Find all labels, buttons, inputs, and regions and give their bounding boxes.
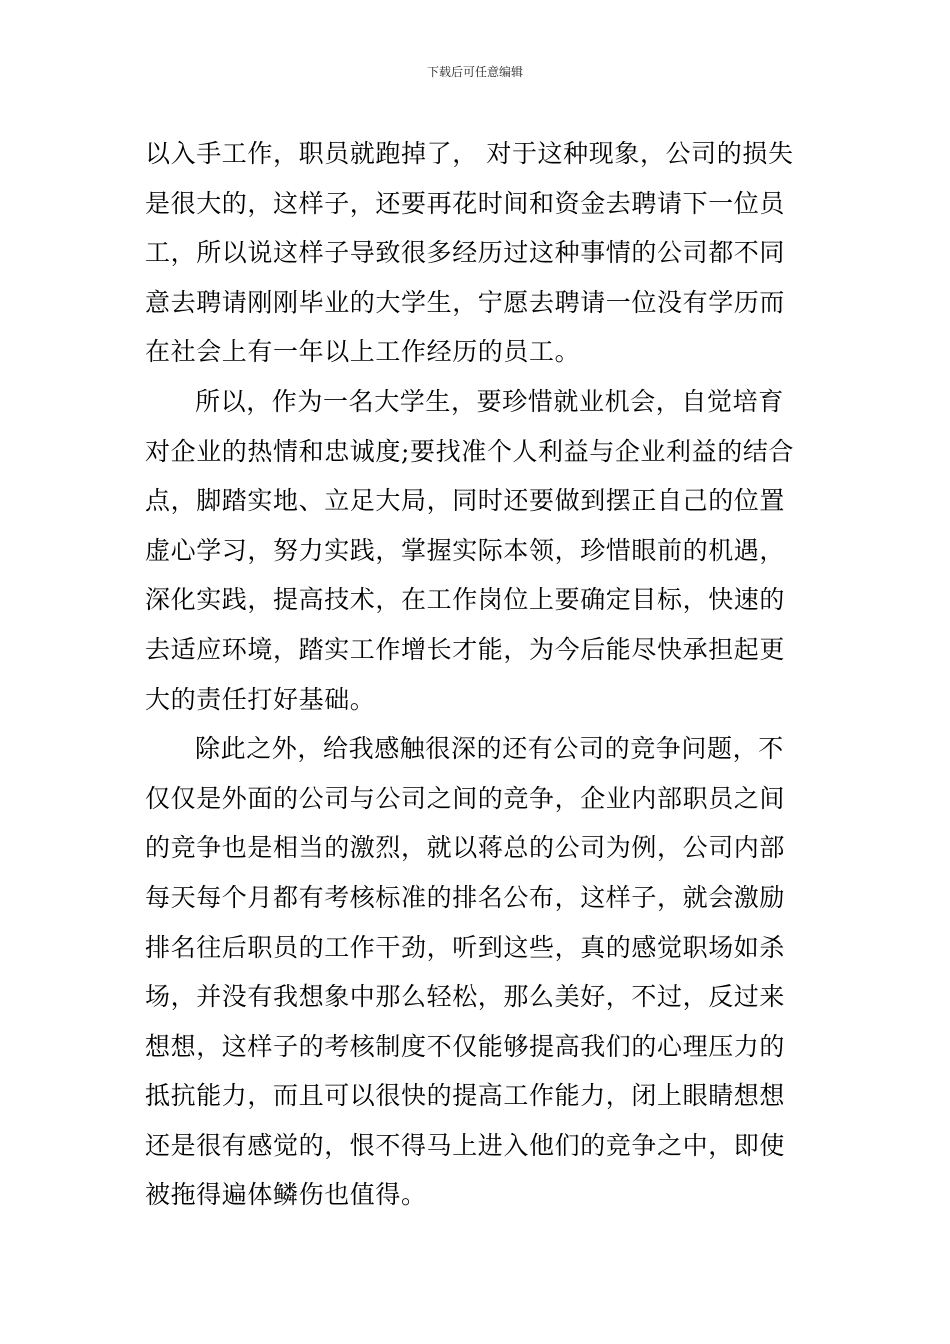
text-line: 工，所以说这样子导致很多经历过这种事情的公司都不同 [145,238,786,268]
text-line: 仅仅是外面的公司与公司之间的竞争，企业内部职员之间 [145,783,786,813]
text-line: 意去聘请刚刚毕业的大学生，宁愿去聘请一位没有学历而 [145,287,786,317]
text-line: 虚心学习，努力实践，掌握实际本领，珍惜眼前的机遇， [145,535,786,565]
paragraph-start-line: 除此之外，给我感触很深的还有公司的竞争问题，不 [195,734,784,764]
text-line: 是很大的，这样子，还要再花时间和资金去聘请下一位员 [145,188,786,218]
text-line: 大的责任打好基础。 [145,684,376,714]
text-line: 点，脚踏实地、立足大局，同时还要做到摆正自己的位置 [145,486,786,516]
text-line: 的竞争也是相当的激烈，就以蒋总的公司为例，公司内部 [145,833,786,863]
text-line: 抵抗能力，而且可以很快的提高工作能力，闭上眼睛想想 [145,1081,786,1111]
text-line: 在社会上有一年以上工作经历的员工。 [145,337,581,367]
text-line: 想想，这样子的考核制度不仅能够提高我们的心理压力的 [145,1031,786,1061]
text-line: 以入手工作，职员就跑掉了， 对于这种现象，公司的损失 [145,139,794,168]
page-header: 下载后可任意编辑 [426,65,523,79]
paragraph-start-line: 所以，作为一名大学生，要珍惜就业机会，自觉培育 [195,386,784,416]
text-line: 排名往后职员的工作干劲，听到这些，真的感觉职场如杀 [145,932,786,962]
text-line: 对企业的热情和忠诚度;要找准个人利益与企业利益的结合 [145,436,795,466]
text-line: 深化实践，提高技术，在工作岗位上要确定目标，快速的 [145,585,786,615]
text-line: 还是很有感觉的，恨不得马上进入他们的竞争之中，即使 [145,1130,786,1160]
text-line: 场，并没有我想象中那么轻松，那么美好，不过，反过来 [145,982,786,1012]
document-body [145,129,815,1220]
text-line: 每天每个月都有考核标准的排名公布，这样子，就会激励 [145,882,786,912]
text-line: 被拖得遍体鳞伤也值得。 [145,1180,427,1210]
text-line: 去适应环境，踏实工作增长才能，为今后能尽快承担起更 [145,634,786,664]
